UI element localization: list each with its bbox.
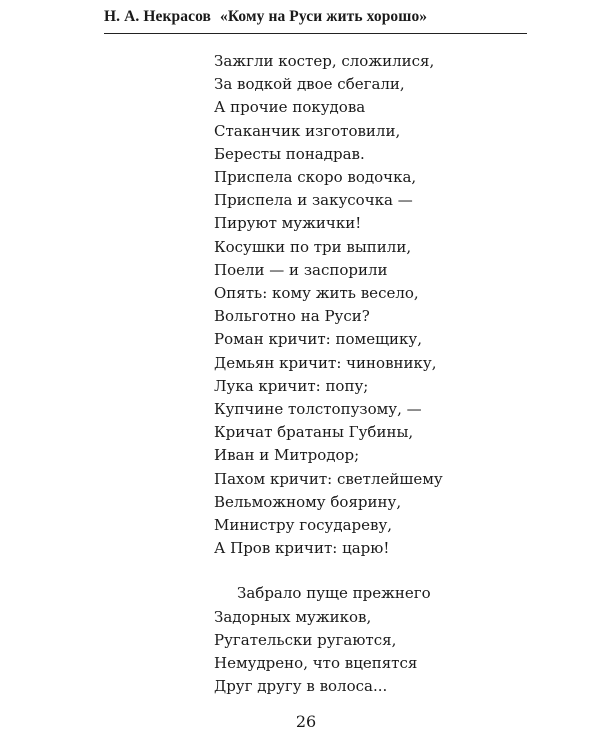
poem-line: За водкой двое сбегали, xyxy=(214,75,405,94)
poem-text xyxy=(214,50,443,698)
poem-line: Бересты понадрав. xyxy=(214,144,365,163)
poem-line: Кричат братаны Губины, xyxy=(214,423,414,442)
poem-line: Стаканчик изготовили, xyxy=(214,121,401,140)
poem-line: Вольготно на Руси? xyxy=(214,307,370,326)
poem-line: Лука кричит: попу; xyxy=(214,376,369,395)
poem-line: Косушки по три выпили, xyxy=(214,237,412,256)
poem-line: Демьян кричит: чиновнику, xyxy=(214,353,437,372)
stanza-1 xyxy=(214,50,443,560)
poem-line: Министру государеву, xyxy=(214,516,393,535)
poem-line: Поели — и заспорили xyxy=(214,260,388,279)
poem-line: Ругательски ругаются, xyxy=(214,630,397,649)
poem-line: Роман кричит: помещику, xyxy=(214,330,422,349)
poem-line: Немудрено, что вцепятся xyxy=(214,654,418,673)
running-header xyxy=(104,8,427,26)
poem-line: Купчине толстопузому, — xyxy=(214,400,422,419)
header-author: Н. А. Некрасов xyxy=(104,8,212,25)
stanza-2 xyxy=(214,582,443,698)
poem-line: Друг другу в волоса... xyxy=(214,677,388,696)
poem-line: А прочие покудова xyxy=(214,98,366,117)
poem-line: Забрало пуще прежнего xyxy=(237,584,431,603)
poem-line: Пируют мужички! xyxy=(214,214,362,233)
poem-line: Зажгли костер, сложилися, xyxy=(214,52,435,70)
poem-line: Пахом кричит: светлейшему xyxy=(214,469,443,488)
poem-line: Приспела и закусочка — xyxy=(214,191,413,210)
page-number: 26 xyxy=(295,712,317,731)
poem-line: Приспела скоро водочка, xyxy=(214,168,417,187)
poem-line: Опять: кому жить весело, xyxy=(214,284,419,303)
header-title: «Кому на Руси жить хорошо» xyxy=(220,8,428,25)
poem-line: А Пров кричит: царю! xyxy=(214,539,390,558)
poem-line: Задорных мужиков, xyxy=(214,607,372,626)
poem-line: Вельможному боярину, xyxy=(214,492,402,511)
header-rule xyxy=(104,33,527,34)
poem-line: Иван и Митродор; xyxy=(214,446,360,465)
